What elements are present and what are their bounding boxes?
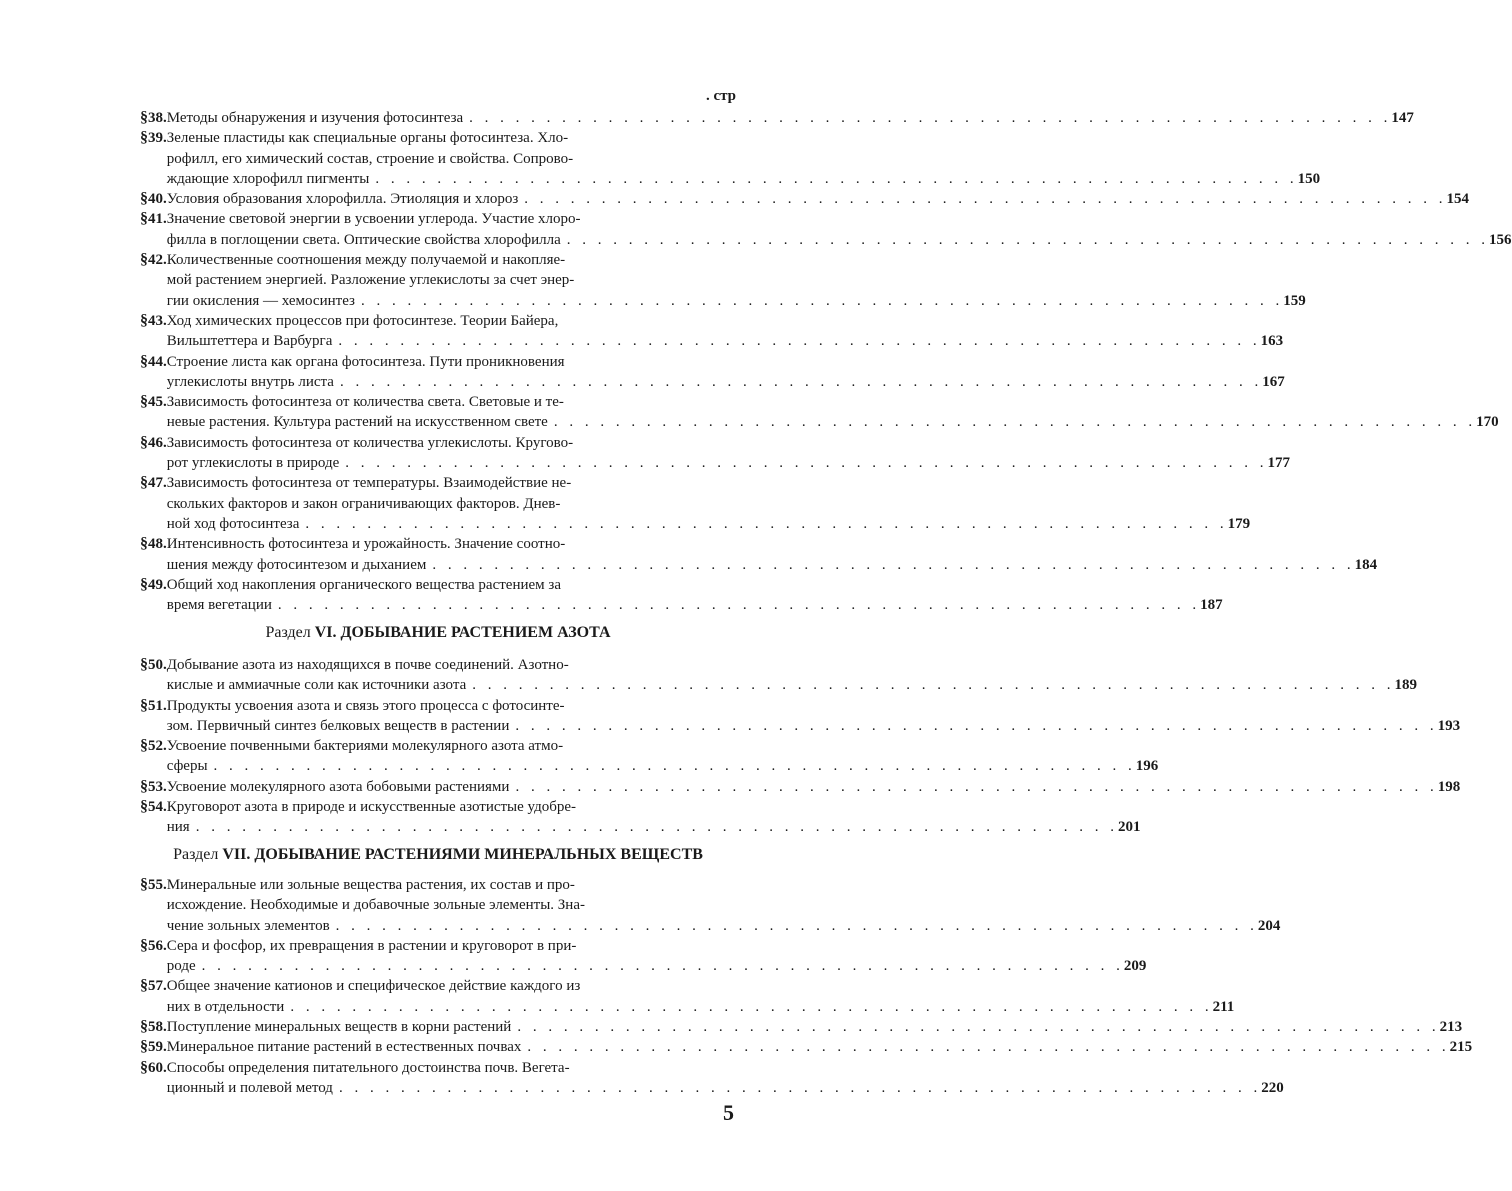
toc-entry-number: 44. <box>148 353 167 370</box>
section-sign-icon: § <box>140 129 148 147</box>
section-heading-6 <box>140 624 736 642</box>
toc-entry-page: 159 <box>1283 292 1306 309</box>
toc-entry-page: 184 <box>1354 556 1378 573</box>
dot-leader: . . . . . . . . . . . . . . . . . . . . . . . . . . . . . . . . . . . . . . . . . . . . . . . . . . . . . . . . . . . . <box>195 819 1118 836</box>
toc-entry-line: скольких факторов и закон ограничивающих факторов. Днев- <box>166 495 561 512</box>
toc-entry-line: филла в поглощении света. Оптические свойства хлорофилла . . . . . . . . . . . . . . . . . . . . . . . . . . . . . . . . . . . . . . . . . . . . . . . . . . . . . . . . . . . . <box>167 230 1489 250</box>
toc-entry <box>140 311 1284 352</box>
toc-entry <box>140 250 1306 311</box>
toc-entry-page: 179 <box>1227 515 1251 532</box>
toc-entry-number: 42. <box>148 252 167 269</box>
toc-entry-title <box>167 976 1213 1017</box>
dot-leader: . . . . . . . . . . . . . . . . . . . . . . . . . . . . . . . . . . . . . . . . . . . . . . . . . . . . . . . . . . . . <box>290 998 1213 1015</box>
toc-entry <box>140 128 1321 189</box>
toc-entry-title <box>167 392 1476 433</box>
toc-entry-line: Поступление минеральных веществ в корни растений . . . . . . . . . . . . . . . . . . . . . . . . . . . . . . . . . . . . . . . . . . . . . . . . . . . . . . . . . . . . <box>167 1017 1440 1037</box>
section-sign-icon: § <box>140 1058 148 1076</box>
toc-entry-line: время вегетации . . . . . . . . . . . . . . . . . . . . . . . . . . . . . . . . . . . . . . . . . . . . . . . . . . . . . . . . . . . . <box>167 595 1200 615</box>
dot-leader: . . . . . . . . . . . . . . . . . . . . . . . . . . . . . . . . . . . . . . . . . . . . . . . . . . . . . . . . . . . . <box>305 515 1228 532</box>
toc-entry-number: 51. <box>148 697 167 714</box>
page-column-header: . стр <box>705 88 736 104</box>
toc-entry-number: 60. <box>148 1059 167 1076</box>
toc-entry-line: чение зольных элементов . . . . . . . . . . . . . . . . . . . . . . . . . . . . . . . . . . . . . . . . . . . . . . . . . . . . . . . . . . . . <box>167 916 1258 936</box>
toc-entry-number: 46. <box>148 434 167 451</box>
toc-entry-title <box>167 736 1136 777</box>
toc-entry-page: 193 <box>1437 717 1461 734</box>
toc-entry-line: Круговорот азота в природе и искусственные азотистые удобре- <box>166 799 577 816</box>
section-sign-icon: § <box>140 1018 148 1036</box>
toc-entry-line: Сера и фосфор, их превращения в растении и круговорот в при- <box>166 937 577 954</box>
toc-entry-line: Добывание азота из находящихся в почве соединений. Азотно- <box>166 657 569 673</box>
toc-entry-line: Методы обнаружения и изучения фотосинтеза . . . . . . . . . . . . . . . . . . . . . . . . . . . . . . . . . . . . . . . . . . . . . . . . . . . . . . . . . . . . <box>167 108 1392 128</box>
section-sign-icon: § <box>140 190 148 208</box>
section-sign-icon: § <box>140 474 148 492</box>
section-sign-icon: § <box>140 737 148 755</box>
section-sign-icon: § <box>140 876 148 893</box>
toc-entry-number: 52. <box>148 738 167 755</box>
toc-entry-title <box>167 1037 1450 1057</box>
page-number: 5 <box>723 1100 734 1125</box>
toc-entry-page: 204 <box>1257 917 1281 934</box>
toc-entry-number: 56. <box>148 937 167 954</box>
toc-entry-number: 41. <box>148 211 167 228</box>
toc-entry <box>140 1058 1284 1099</box>
section-sign-icon: § <box>140 656 148 673</box>
toc-entry <box>140 797 1141 838</box>
dot-leader: . . . . . . . . . . . . . . . . . . . . . . . . . . . . . . . . . . . . . . . . . . . . . . . . . . . . . . . . . . . . <box>345 455 1268 472</box>
toc-entry <box>140 352 1285 393</box>
section-sign-icon: § <box>140 936 148 954</box>
toc-entry-page: 201 <box>1117 819 1141 836</box>
toc-entry <box>140 936 1147 977</box>
toc-entry-title <box>167 128 1298 189</box>
toc-block-photosynthesis <box>140 108 1512 615</box>
toc-entry-number: 47. <box>148 475 167 492</box>
toc-entry-line: ния . . . . . . . . . . . . . . . . . . . . . . . . . . . . . . . . . . . . . . . . . . . . . . . . . . . . . . . . . . . . <box>167 817 1118 837</box>
toc-entry-line: углекислоты внутрь листа . . . . . . . . . . . . . . . . . . . . . . . . . . . . . . . . . . . . . . . . . . . . . . . . . . . . . . . . . . . . <box>167 372 1262 392</box>
toc-entry-line: Количественные соотношения между получаемой и накопляе- <box>166 252 566 269</box>
dot-leader: . . . . . . . . . . . . . . . . . . . . . . . . . . . . . . . . . . . . . . . . . . . . . . . . . . . . . . . . . . . . <box>277 597 1201 614</box>
toc-entry-line: Условия образования хлорофилла. Этиоляция и хлороз . . . . . . . . . . . . . . . . . . . . . . . . . . . . . . . . . . . . . . . . . . . . . . . . . . . . . . . . . . . . <box>167 189 1447 209</box>
toc-entry-page: 167 <box>1262 373 1285 390</box>
toc-entry-title <box>167 655 1395 696</box>
section-title-text: VII. ДОБЫВАНИЕ РАСТЕНИЯМИ МИНЕРАЛЬНЫХ ВЕЩЕСТВ <box>222 846 703 863</box>
toc-entry <box>140 736 1159 777</box>
toc-entry-number: 55. <box>148 877 167 893</box>
toc-entry-line: кислые и аммиачные соли как источники азота . . . . . . . . . . . . . . . . . . . . . . . . . . . . . . . . . . . . . . . . . . . . . . . . . . . . . . . . . . . . <box>167 675 1395 695</box>
toc-entry-page: 220 <box>1261 1079 1284 1096</box>
dot-leader: . . . . . . . . . . . . . . . . . . . . . . . . . . . . . . . . . . . . . . . . . . . . . . . . . . . . . . . . . . . . <box>524 191 1447 208</box>
toc-entry-page: 150 <box>1297 170 1321 187</box>
toc-entry-page: 215 <box>1449 1039 1473 1056</box>
toc-entry-line: невые растения. Культура растений на искусственном свете . . . . . . . . . . . . . . . . . . . . . . . . . . . . . . . . . . . . . . . . . . . . . . . . . . . . . . . . . . . . <box>167 412 1476 432</box>
toc-entry-line: Зависимость фотосинтеза от количества углекислоты. Кругово- <box>166 434 574 451</box>
toc-entry-line: сферы . . . . . . . . . . . . . . . . . . . . . . . . . . . . . . . . . . . . . . . . . . . . . . . . . . . . . . . . . . . . <box>167 756 1136 776</box>
toc-entry <box>140 433 1291 474</box>
dot-leader: . . . . . . . . . . . . . . . . . . . . . . . . . . . . . . . . . . . . . . . . . . . . . . . . . . . . . . . . . . . . <box>432 556 1355 573</box>
toc-entry-title <box>167 936 1124 977</box>
section-sign-icon: § <box>140 575 148 593</box>
toc-entry-line: Интенсивность фотосинтеза и урожайность. Значение соотно- <box>166 536 566 553</box>
toc-entry-title <box>167 250 1283 311</box>
toc-entry-line: Значение световой энергии в усвоении углерода. Участие хлоро- <box>166 211 581 228</box>
dot-leader: . . . . . . . . . . . . . . . . . . . . . . . . . . . . . . . . . . . . . . . . . . . . . . . . . . . . . . . . . . . . <box>472 677 1395 694</box>
toc-entry-line: Усвоение почвенными бактериями молекулярного азота атмо- <box>166 738 564 755</box>
toc-block-minerals <box>140 875 1473 1098</box>
section-sign-icon: § <box>140 433 148 451</box>
toc-entry-page: 196 <box>1135 758 1159 775</box>
toc-entry <box>140 696 1461 737</box>
toc-entry-title <box>167 189 1447 209</box>
toc-entry-number: 53. <box>148 778 167 795</box>
toc-entry-number: 43. <box>148 312 167 329</box>
toc-entry-page: 163 <box>1260 333 1284 350</box>
toc-entry-title <box>167 875 1258 936</box>
toc-entry-page: 198 <box>1437 778 1461 795</box>
toc-entry-title <box>167 1058 1261 1099</box>
dot-leader: . . . . . . . . . . . . . . . . . . . . . . . . . . . . . . . . . . . . . . . . . . . . . . . . . . . . . . . . . . . . <box>527 1039 1450 1056</box>
dot-leader: . . . . . . . . . . . . . . . . . . . . . . . . . . . . . . . . . . . . . . . . . . . . . . . . . . . . . . . . . . . . <box>515 778 1438 795</box>
toc-entry-title <box>167 473 1228 534</box>
toc-entry-number: 38. <box>148 110 167 126</box>
dot-leader: . . . . . . . . . . . . . . . . . . . . . . . . . . . . . . . . . . . . . . . . . . . . . . . . . . . . . . . . . . . . <box>339 373 1263 390</box>
toc-entry-line: Общий ход накопления органического вещества растением за <box>166 576 561 593</box>
section-sign-icon: § <box>140 109 148 126</box>
toc-entry-line: Ход химических процессов при фотосинтезе. Теории Байера, <box>166 312 559 329</box>
toc-entry-title <box>167 433 1268 474</box>
section-sign-icon: § <box>140 535 148 553</box>
dot-leader: . . . . . . . . . . . . . . . . . . . . . . . . . . . . . . . . . . . . . . . . . . . . . . . . . . . . . . . . . . . . <box>517 1019 1440 1036</box>
dot-leader: . . . . . . . . . . . . . . . . . . . . . . . . . . . . . . . . . . . . . . . . . . . . . . . . . . . . . . . . . . . . <box>213 758 1136 775</box>
toc-entry-line: роде . . . . . . . . . . . . . . . . . . . . . . . . . . . . . . . . . . . . . . . . . . . . . . . . . . . . . . . . . . . . <box>167 956 1124 976</box>
toc-entry-title <box>167 696 1438 737</box>
toc-entry-number: 59. <box>148 1039 167 1056</box>
toc-entry <box>140 392 1499 433</box>
toc-entry-number: 45. <box>148 394 167 411</box>
toc-entry-title <box>167 108 1392 128</box>
toc-entry-number: 48. <box>148 536 167 553</box>
toc-entry-line: гии окисления — хемосинтез . . . . . . . . . . . . . . . . . . . . . . . . . . . . . . . . . . . . . . . . . . . . . . . . . . . . . . . . . . . . <box>167 291 1283 311</box>
toc-entry-line: Зависимость фотосинтеза от температуры. Взаимодействие не- <box>166 475 572 492</box>
toc-entry <box>140 655 1417 696</box>
toc-entry-line: ждающие хлорофилл пигменты . . . . . . . . . . . . . . . . . . . . . . . . . . . . . . . . . . . . . . . . . . . . . . . . . . . . . . . . . . . . <box>167 169 1298 189</box>
dot-leader: . . . . . . . . . . . . . . . . . . . . . . . . . . . . . . . . . . . . . . . . . . . . . . . . . . . . . . . . . . . . <box>335 917 1258 934</box>
toc-entry-number: 49. <box>148 576 167 593</box>
dot-leader: . . . . . . . . . . . . . . . . . . . . . . . . . . . . . . . . . . . . . . . . . . . . . . . . . . . . . . . . . . . . <box>338 333 1261 350</box>
toc-entry <box>140 473 1251 534</box>
toc-entry-line: рофилл, его химический состав, строение и свойства. Сопрово- <box>166 150 574 167</box>
toc-entry-page: 187 <box>1200 597 1223 614</box>
toc-entry-title <box>167 777 1438 797</box>
toc-entry-page: 147 <box>1391 110 1414 126</box>
toc-entry-line: Вильштеттера и Варбурга . . . . . . . . . . . . . . . . . . . . . . . . . . . . . . . . . . . . . . . . . . . . . . . . . . . . . . . . . . . . <box>167 331 1261 351</box>
toc-entry-line: них в отдельности . . . . . . . . . . . . . . . . . . . . . . . . . . . . . . . . . . . . . . . . . . . . . . . . . . . . . . . . . . . . <box>167 997 1213 1017</box>
dot-leader: . . . . . . . . . . . . . . . . . . . . . . . . . . . . . . . . . . . . . . . . . . . . . . . . . . . . . . . . . . . . <box>469 110 1392 126</box>
toc-entry-line: Зеленые пластиды как специальные органы фотосинтеза. Хло- <box>166 130 569 147</box>
section-title-text: VI. ДОБЫВАНИЕ РАСТЕНИЕМ АЗОТА <box>314 624 611 641</box>
toc-entry-line: рот углекислоты в природе . . . . . . . . . . . . . . . . . . . . . . . . . . . . . . . . . . . . . . . . . . . . . . . . . . . . . . . . . . . . <box>167 453 1268 473</box>
toc-entry-line: зом. Первичный синтез белковых веществ в растении . . . . . . . . . . . . . . . . . . . . . . . . . . . . . . . . . . . . . . . . . . . . . . . . . . . . . . . . . . . . <box>167 716 1438 736</box>
section-sign-icon: § <box>140 777 148 795</box>
section-lead: Раздел <box>265 624 311 641</box>
toc-entry <box>140 534 1378 575</box>
toc-entry-number: 40. <box>148 191 167 208</box>
toc-entry <box>140 575 1223 616</box>
toc-entry-line: Усвоение молекулярного азота бобовыми растениями . . . . . . . . . . . . . . . . . . . . . . . . . . . . . . . . . . . . . . . . . . . . . . . . . . . . . . . . . . . . <box>167 777 1438 797</box>
dot-leader: . . . . . . . . . . . . . . . . . . . . . . . . . . . . . . . . . . . . . . . . . . . . . . . . . . . . . . . . . . . . <box>375 170 1298 187</box>
toc-entry-line: Общее значение катионов и специфическое действие каждого из <box>166 978 581 995</box>
toc-entry-title <box>167 1017 1440 1037</box>
toc-entry-number: 58. <box>148 1019 167 1036</box>
dot-leader: . . . . . . . . . . . . . . . . . . . . . . . . . . . . . . . . . . . . . . . . . . . . . . . . . . . . . . . . . . . . <box>515 717 1438 734</box>
dot-leader: . . . . . . . . . . . . . . . . . . . . . . . . . . . . . . . . . . . . . . . . . . . . . . . . . . . . . . . . . . . . <box>360 292 1284 309</box>
toc-entry-page: 209 <box>1123 958 1147 975</box>
toc-entry-title <box>167 311 1261 352</box>
section-sign-icon: § <box>140 393 148 411</box>
toc-entry-page: 154 <box>1446 191 1470 208</box>
toc-entry-line: ционный и полевой метод . . . . . . . . . . . . . . . . . . . . . . . . . . . . . . . . . . . . . . . . . . . . . . . . . . . . . . . . . . . . <box>167 1078 1261 1098</box>
toc-entry-number: 57. <box>148 978 167 995</box>
toc-entry-number: 39. <box>148 130 167 147</box>
toc-entry <box>140 189 1470 209</box>
toc-entry-line: шения между фотосинтезом и дыханием . . . . . . . . . . . . . . . . . . . . . . . . . . . . . . . . . . . . . . . . . . . . . . . . . . . . . . . . . . . . <box>167 555 1355 575</box>
toc-entry-page: 213 <box>1439 1019 1463 1036</box>
section-sign-icon: § <box>140 1038 148 1056</box>
section-sign-icon: § <box>140 210 148 228</box>
dot-leader: . . . . . . . . . . . . . . . . . . . . . . . . . . . . . . . . . . . . . . . . . . . . . . . . . . . . . . . . . . . . <box>566 231 1490 248</box>
section-sign-icon: § <box>140 798 148 816</box>
toc-entry-title <box>167 797 1118 838</box>
toc-entry-line: Продукты усвоения азота и связь этого процесса с фотосинте- <box>166 697 565 714</box>
section-lead: Раздел <box>173 846 219 863</box>
toc-entry <box>140 777 1461 797</box>
toc-entry-title <box>167 534 1355 575</box>
toc-entry-page: 211 <box>1212 998 1235 1015</box>
dot-leader: . . . . . . . . . . . . . . . . . . . . . . . . . . . . . . . . . . . . . . . . . . . . . . . . . . . . . . . . . . . . <box>553 414 1477 431</box>
toc-block-nitrogen <box>140 655 1461 838</box>
toc-entry-title <box>167 575 1200 616</box>
toc-entry-page: 156 <box>1489 231 1512 248</box>
toc-entry-line: мой растением энергией. Разложение углекислоты за счет энер- <box>166 272 575 289</box>
toc-entry-line: Минеральное питание растений в естественных почвах . . . . . . . . . . . . . . . . . . . . . . . . . . . . . . . . . . . . . . . . . . . . . . . . . . . . . . . . . . . . <box>167 1037 1450 1057</box>
toc-entry-line: Способы определения питательного достоинства почв. Вегета- <box>166 1059 570 1076</box>
toc-entry <box>140 875 1281 936</box>
toc-entry <box>140 976 1235 1017</box>
toc-entry-line: исхождение. Необходимые и добавочные зольные элементы. Зна- <box>166 897 585 914</box>
section-sign-icon: § <box>140 311 148 329</box>
toc-entry <box>140 209 1512 250</box>
toc-entry <box>140 1017 1463 1037</box>
section-sign-icon: § <box>140 352 148 370</box>
toc-entry-page: 170 <box>1476 414 1499 431</box>
toc-entry <box>140 1037 1473 1057</box>
dot-leader: . . . . . . . . . . . . . . . . . . . . . . . . . . . . . . . . . . . . . . . . . . . . . . . . . . . . . . . . . . . . <box>338 1079 1262 1096</box>
toc-entry-title <box>167 209 1489 250</box>
toc-entry-line: Минеральные или зольные вещества растения, их состав и про- <box>166 877 575 893</box>
section-heading-7 <box>130 846 746 864</box>
dot-leader: . . . . . . . . . . . . . . . . . . . . . . . . . . . . . . . . . . . . . . . . . . . . . . . . . . . . . . . . . . . . <box>201 958 1124 975</box>
toc-entry-page: 177 <box>1267 455 1291 472</box>
toc-entry-page: 189 <box>1394 677 1417 694</box>
section-sign-icon: § <box>140 251 148 269</box>
toc-entry-line: Зависимость фотосинтеза от количества света. Световые и те- <box>166 394 564 411</box>
toc-entry-line: Строение листа как органа фотосинтеза. Пути проникновения <box>166 353 565 370</box>
toc-entry-line: ной ход фотосинтеза . . . . . . . . . . . . . . . . . . . . . . . . . . . . . . . . . . . . . . . . . . . . . . . . . . . . . . . . . . . . <box>167 514 1228 534</box>
toc-entry-number: 54. <box>148 799 167 816</box>
toc-entry-number: 50. <box>148 657 167 673</box>
toc-entry <box>140 108 1414 128</box>
section-sign-icon: § <box>140 696 148 714</box>
section-sign-icon: § <box>140 977 148 995</box>
toc-entry-title <box>167 352 1262 393</box>
